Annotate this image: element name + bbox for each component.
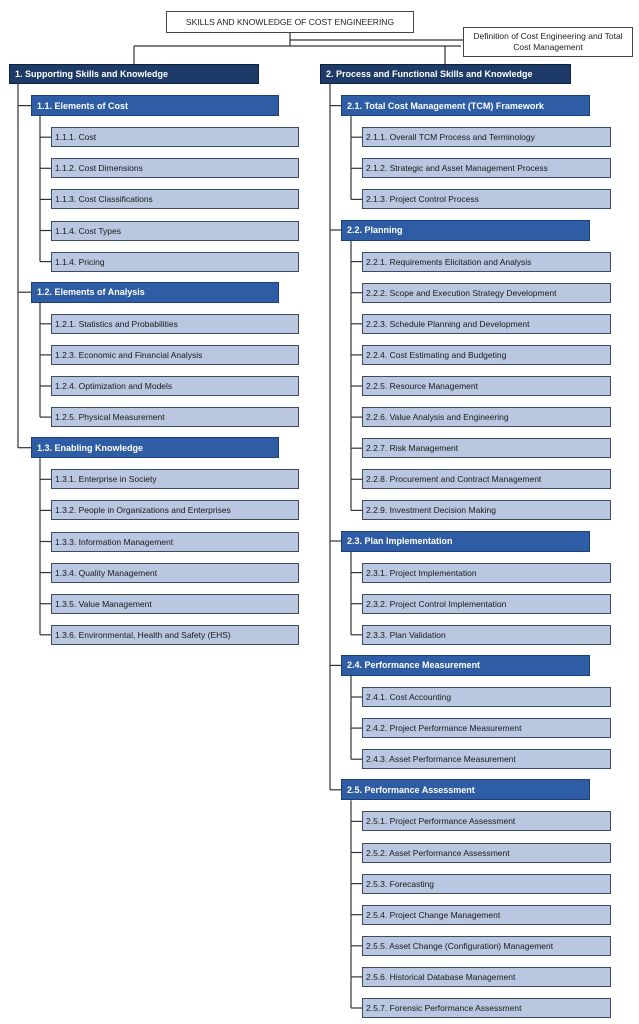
item-1-1-4: 1.1.4. Cost Types [51,221,299,241]
item-2-1-2: 2.1.2. Strategic and Asset Management Process [362,158,611,178]
group-2-1-header: 2.1. Total Cost Management (TCM) Framework [341,95,590,116]
item-2-5-3: 2.5.3. Forecasting [362,874,611,894]
item-2-2-3: 2.2.3. Schedule Planning and Development [362,314,611,334]
item-2-5-7: 2.5.7. Forensic Performance Assessment [362,998,611,1018]
item-1-1-5: 1.1.4. Pricing [51,252,299,272]
item-2-2-9: 2.2.9. Investment Decision Making [362,500,611,520]
group-1-3-header: 1.3. Enabling Knowledge [31,437,279,458]
item-2-2-8: 2.2.8. Procurement and Contract Management [362,469,611,489]
item-2-2-7: 2.2.7. Risk Management [362,438,611,458]
item-2-5-4: 2.5.4. Project Change Management [362,905,611,925]
item-2-5-2: 2.5.2. Asset Performance Assessment [362,843,611,863]
item-2-5-1: 2.5.1. Project Performance Assessment [362,811,611,831]
item-2-1-1: 2.1.1. Overall TCM Process and Terminology [362,127,611,147]
item-1-3-2: 1.3.2. People in Organizations and Enterprises [51,500,299,520]
root-title-box: SKILLS AND KNOWLEDGE OF COST ENGINEERING [166,11,414,33]
item-2-2-6: 2.2.6. Value Analysis and Engineering [362,407,611,427]
definition-note-box: Definition of Cost Engineering and Total Cost Management [463,27,633,57]
group-1-1-header: 1.1. Elements of Cost [31,95,279,116]
item-1-3-1: 1.3.1. Enterprise in Society [51,469,299,489]
item-1-2-2: 1.2.3. Economic and Financial Analysis [51,345,299,365]
branch-1-header: 1. Supporting Skills and Knowledge [9,64,259,84]
item-1-3-3: 1.3.3. Information Management [51,532,299,552]
item-2-2-1: 2.2.1. Requirements Elicitation and Analysis [362,252,611,272]
item-2-4-1: 2.4.1. Cost Accounting [362,687,611,707]
item-1-2-3: 1.2.4. Optimization and Models [51,376,299,396]
item-1-1-2: 1.1.2. Cost Dimensions [51,158,299,178]
item-1-1-1: 1.1.1. Cost [51,127,299,147]
item-1-2-1: 1.2.1. Statistics and Probabilities [51,314,299,334]
item-2-2-5: 2.2.5. Resource Management [362,376,611,396]
group-2-2-header: 2.2. Planning [341,220,590,241]
item-1-1-3: 1.1.3. Cost Classifications [51,189,299,209]
group-2-4-header: 2.4. Performance Measurement [341,655,590,676]
group-2-3-header: 2.3. Plan Implementation [341,531,590,552]
item-2-4-2: 2.4.2. Project Performance Measurement [362,718,611,738]
item-2-1-3: 2.1.3. Project Control Process [362,189,611,209]
item-2-5-5: 2.5.5. Asset Change (Configuration) Management [362,936,611,956]
item-2-2-4: 2.2.4. Cost Estimating and Budgeting [362,345,611,365]
item-1-2-4: 1.2.5. Physical Measurement [51,407,299,427]
item-1-3-6: 1.3.6. Environmental, Health and Safety (EHS) [51,625,299,645]
item-2-5-6: 2.5.6. Historical Database Management [362,967,611,987]
branch-2-header: 2. Process and Functional Skills and Knowledge [320,64,571,84]
item-1-3-5: 1.3.5. Value Management [51,594,299,614]
group-1-2-header: 1.2. Elements of Analysis [31,282,279,303]
item-2-2-2: 2.2.2. Scope and Execution Strategy Development [362,283,611,303]
item-2-3-3: 2.3.3. Plan Validation [362,625,611,645]
group-2-5-header: 2.5. Performance Assessment [341,779,590,800]
item-2-4-3: 2.4.3. Asset Performance Measurement [362,749,611,769]
item-2-3-1: 2.3.1. Project Implementation [362,563,611,583]
item-2-3-2: 2.3.2. Project Control Implementation [362,594,611,614]
item-1-3-4: 1.3.4. Quality Management [51,563,299,583]
